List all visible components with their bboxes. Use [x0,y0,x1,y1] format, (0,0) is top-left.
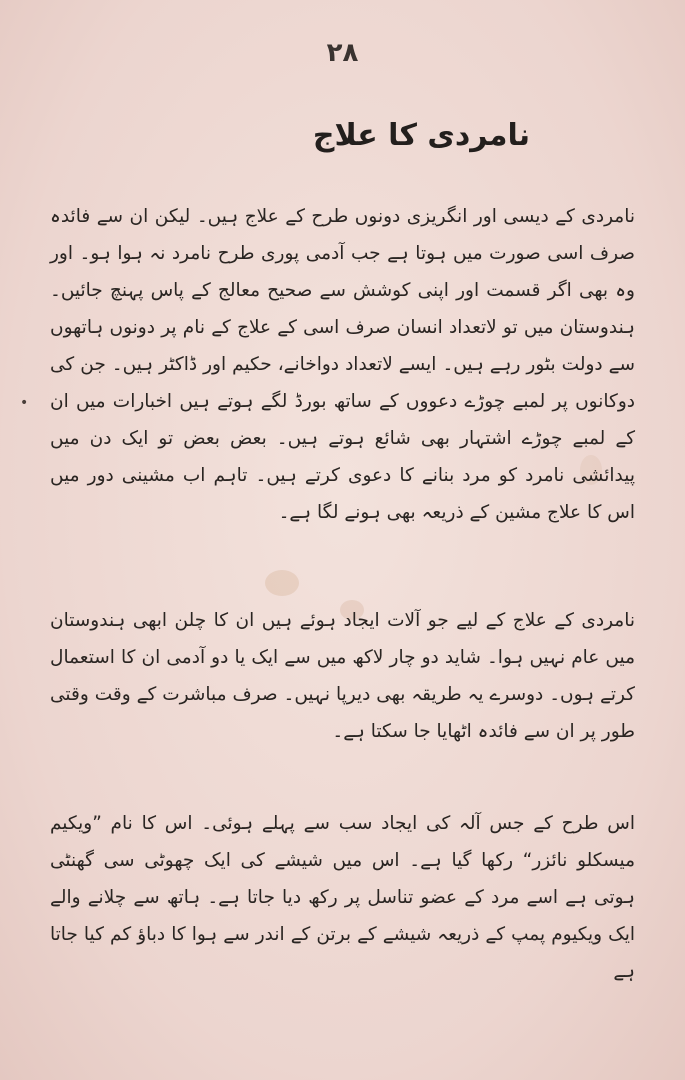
paper-stain [265,570,299,596]
page-number: ۲۸ [326,38,359,68]
paragraph-1: نامردی کے دیسی اور انگریزی دونوں طرح کے علاج ہیں۔ لیکن ان سے فائدہ صرف اسی صورت میں ہوتا ہے جب آدمی پوری طرح نامرد نہ ہوا ہو۔ اور وہ بھی اگر قسمت اور اپنی کوشش سے صحیح معالج کے پاس پہنچ جائیں۔ ہندوستان میں تو لاتعداد انسان صرف اسی کے علاج کے نام پر دونوں ہاتھوں سے دولت بٹور رہے ہیں۔ ایسے لاتعداد دواخانے، حکیم اور ڈاکٹر ہیں۔ جن کی دوکانوں پر لمبے چوڑے دعووں کے ساتھ بورڈ لگے ہوتے ہیں اخبارات میں ان کے لمبے چوڑے اشتہار بھی شائع ہوتے ہیں۔ بعض بعض تو ایک دن میں پیدائشی نامرد کو مرد بنانے کا دعوی کرتے ہیں۔ تاہم اب مشینی دور میں اس کا علاج مشین کے ذریعہ بھی ہونے لگا ہے۔ [50,206,635,523]
paragraph-3: اس طرح کے جس آلہ کی ایجاد سب سے پہلے ہوئی۔ اس کا نام ”ویکیم میسکلو نائزر“ رکھا گیا ہے۔ اس میں شیشے کی ایک چھوٹی سی گھنٹی ہوتی ہے اسے مرد کے عضو تناسل پر رکھ دیا جاتا ہے۔ ہاتھ سے چلانے والے ایک ویکیوم پمپ کے ذریعہ شیشے کے برتن کے اندر سے ہوا کا دباؤ کم کیا جاتا ہے [50,813,635,982]
section-heading: نامردی کا علاج [312,118,530,153]
margin-mark: • [20,395,29,411]
paragraph-2: نامردی کے علاج کے لیے جو آلات ایجاد ہوئے ہیں ان کا چلن ابھی ہندوستان میں عام نہیں ہوا۔ شاید دو چار لاکھ میں سے ایک یا دو آدمی ان کا استعمال کرتے ہوں۔ دوسرے یہ طریقہ بھی دیرپا نہیں۔ صرف مباشرت کے وقت وقتی طور پر ان سے فائدہ اٹھایا جا سکتا ہے۔ [50,610,635,742]
